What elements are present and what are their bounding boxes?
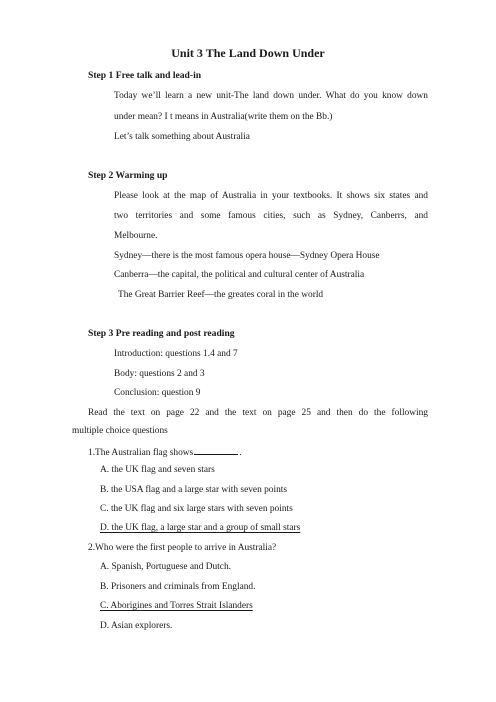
step3-introduction: Introduction: questions 1.4 and 7	[114, 349, 238, 359]
question-2-option-d: D. Asian explorers.	[100, 621, 173, 631]
step3-heading: Step 3 Pre reading and post reading	[88, 328, 235, 339]
question-1-option-d-answer: D. the UK flag, a large star and a group of small stars	[100, 523, 301, 533]
step2-text-line1: Please look at the map of Australia in your textbooks. It shows six states and	[114, 191, 428, 201]
step1-text-line1: Today we’ll learn a new unit-The land down under. What do you know down	[114, 91, 428, 101]
question-1-option-a: A. the UK flag and seven stars	[100, 465, 215, 475]
step1-text-line3: Let’s talk something about Australia	[114, 132, 250, 142]
step2-text-line5: Canberra—the capital, the political and cultural center of Australia	[114, 270, 365, 280]
question-2-stem: 2.Who were the first people to arrive in Australia?	[88, 543, 277, 553]
step3-body: Body: questions 2 and 3	[114, 369, 205, 379]
question-2-option-b: B. Prisoners and criminals from England.	[100, 582, 256, 592]
question-1-stem	[88, 445, 242, 459]
step1-heading: Step 1 Free talk and lead-in	[88, 70, 202, 81]
question-2-option-a: A. Spanish, Portuguese and Dutch.	[100, 562, 231, 572]
step3-instruction-line1: Read the text on page 22 and the text on page 25 and then do the following	[88, 408, 428, 418]
step3-instruction-line2: multiple choice questions	[72, 426, 168, 436]
question-1-stem-end: .	[239, 448, 242, 458]
question-2-option-c-answer: C. Aborigines and Torres Strait Islanders	[100, 601, 253, 611]
step1-text-line2: under mean? I t means in Australia(write them on the Bb.)	[114, 112, 333, 122]
answer-blank	[194, 445, 238, 455]
question-1-stem-text: 1.The Australian flag shows	[88, 448, 194, 458]
unit-title: Unit 3 The Land Down Under	[171, 46, 325, 60]
step2-text-line4: Sydney—there is the most famous opera house—Sydney Opera House	[114, 251, 380, 261]
step2-heading: Step 2 Warming up	[88, 170, 168, 181]
step3-conclusion: Conclusion: question 9	[114, 388, 201, 398]
step2-text-line6: The Great Barrier Reef—the greates coral in the world	[118, 290, 324, 300]
step2-text-line3: Melbourne.	[114, 231, 158, 241]
step2-text-line2: two territories and some famous cities, such as Sydney, Canberrs, and	[114, 211, 428, 221]
question-1-option-b: B. the USA flag and a large star with seven points	[100, 485, 288, 495]
question-1-option-c: C. the UK flag and six large stars with seven points	[100, 504, 293, 514]
